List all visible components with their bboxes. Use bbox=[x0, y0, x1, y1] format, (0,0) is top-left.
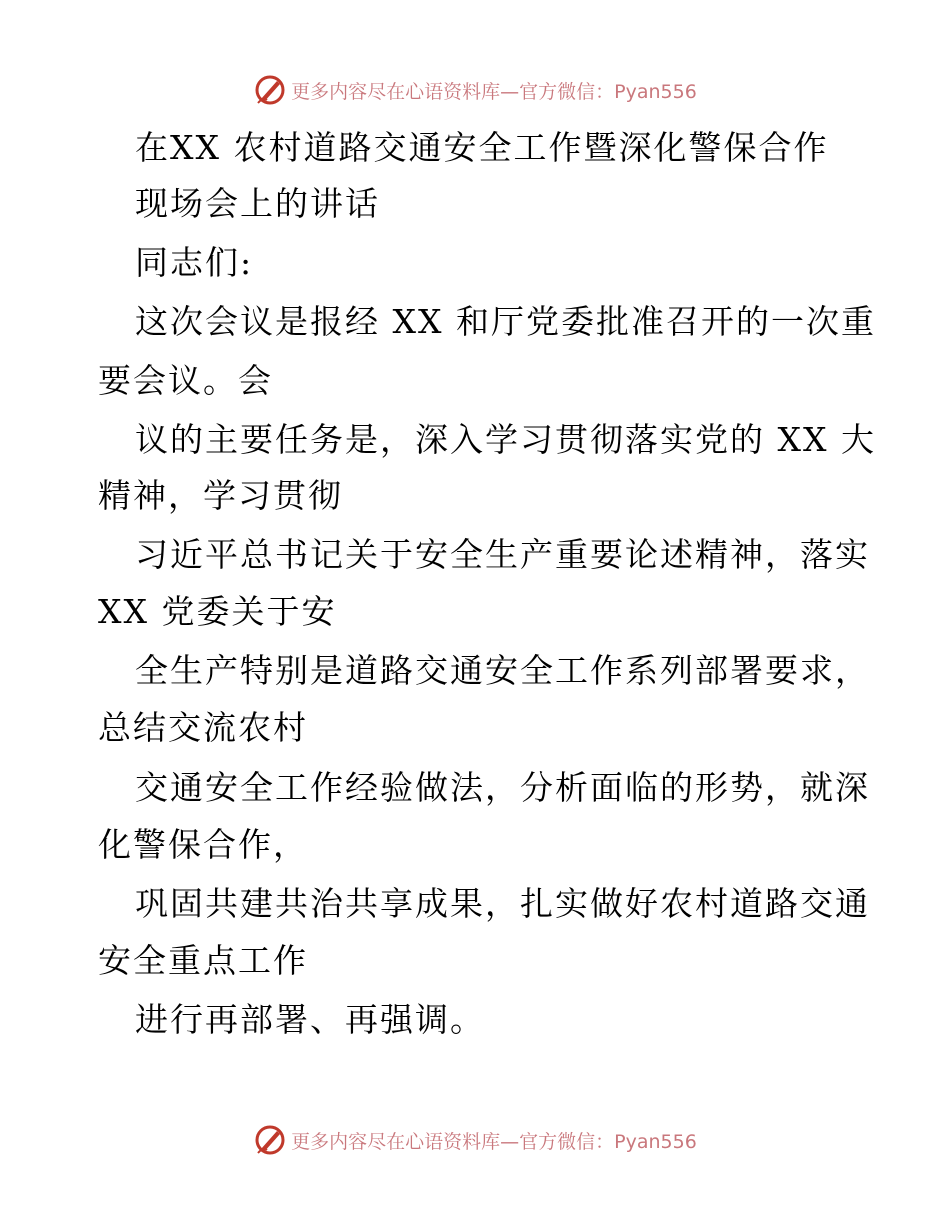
paragraph-line: 巩固共建共治共享成果，扎实做好农村道路交通 bbox=[135, 884, 870, 923]
paragraph-line: 习近平总书记关于安全生产重要论述精神，落实 bbox=[135, 535, 870, 574]
paragraph-line: 总结交流农村 bbox=[98, 708, 308, 747]
salutation: 同志们: bbox=[135, 243, 254, 282]
paragraph-line: 这次会议是报经 XX 和厅党委批准召开的一次重 bbox=[135, 302, 876, 341]
paragraph-line: 化警保合作， bbox=[98, 825, 308, 864]
paragraph-line: 交通安全工作经验做法，分析面临的形势，就深 bbox=[135, 768, 870, 807]
footer-watermark-text: 更多内容尽在心语资料库—官方微信：Pyan556 bbox=[291, 1130, 697, 1153]
paragraph-line: 安全重点工作 bbox=[98, 941, 308, 980]
header-watermark-banner bbox=[0, 70, 950, 110]
paragraph-line: XX 党委关于安 bbox=[98, 592, 337, 631]
title-line-1: 在XX 农村道路交通安全工作暨深化警保合作 bbox=[135, 128, 829, 167]
footer-watermark-banner bbox=[0, 1120, 950, 1160]
pen-logo-icon bbox=[253, 73, 287, 107]
title-line-2: 现场会上的讲话 bbox=[135, 184, 380, 223]
paragraph-line: 要会议。会 bbox=[98, 361, 273, 400]
paragraph-line: 议的主要任务是，深入学习贯彻落实党的 XX 大 bbox=[135, 420, 876, 459]
paragraph-line: 精神，学习贯彻 bbox=[98, 476, 343, 515]
paragraph-line: 进行再部署、再强调。 bbox=[135, 1000, 485, 1039]
pen-logo-icon bbox=[253, 1123, 287, 1157]
paragraph-line: 全生产特别是道路交通安全工作系列部署要求， bbox=[135, 651, 870, 690]
header-watermark-text: 更多内容尽在心语资料库—官方微信：Pyan556 bbox=[291, 80, 697, 103]
